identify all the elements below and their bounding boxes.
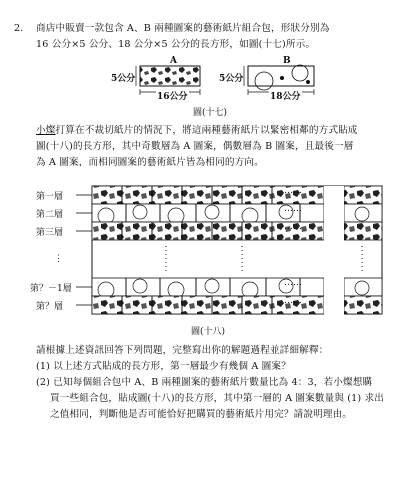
fig18-dots-5: …… — [284, 296, 302, 306]
fig17-caption: 圖(十七) — [193, 108, 228, 118]
name-xiaocan: 小燦 — [36, 125, 56, 136]
fig17-width-a: 16公分 — [156, 89, 189, 102]
row-label-vdots: ⋮ — [54, 254, 63, 264]
fig17-width-b: 18公分 — [269, 89, 302, 102]
question-line-2: 16 公分×5 公分、18 公分×5 公分的長方形，如圖(十七)所示。 — [36, 39, 316, 50]
paragraph-line-2: 圖(十八)的長方形，其中奇數層為 A 圖案，偶數層為 B 圖案，且最後一層 — [36, 141, 354, 152]
fig18-dots-1: …… — [284, 186, 302, 196]
question-line-1: 商店中販賣一款包含 A、B 兩種圖案的藝術紙片組合包，形狀分別為 — [36, 23, 330, 34]
fig18-dots-3: …… — [284, 222, 302, 232]
row-label-3: 第三層 — [36, 228, 64, 238]
question-number: 2. — [14, 23, 24, 34]
fig17-height-a: 5公分 — [111, 74, 136, 84]
row-label-second-last: 第？－1層 — [30, 284, 72, 294]
fig17-height-b: 5公分 — [219, 74, 244, 84]
sub-question-1: (1) 以上述方式貼成的長方形，第一層最少有幾個 A 圖案？ — [36, 361, 291, 372]
fig17-label-a: A — [170, 56, 177, 66]
sub-question-2-line-1: (2) 已知每個組合包中 A、B 兩種圖案的藝術紙片數量比為 4：3，若小燦想購 — [36, 377, 373, 388]
instructions: 請根據上述資訊回答下列問題，完整寫出你的解題過程並詳細解釋： — [36, 345, 329, 356]
fig18-dots-2: …… — [284, 204, 302, 214]
paragraph-line-1 — [36, 124, 358, 138]
sub-question-2-line-3: 之值相同，判斷他是否可能恰好把購買的藝術紙片用完？請說明理由。 — [50, 409, 353, 420]
paragraph-line-1-rest: 打算在不裁切紙片的情況下，將這兩種藝術紙片以緊密相鄰的方式貼成 — [55, 125, 358, 136]
fig17-label-b: B — [283, 56, 291, 66]
row-label-1: 第一層 — [36, 192, 64, 202]
tile-b-sample — [248, 65, 314, 90]
fig18-caption: 圖(十八) — [191, 327, 226, 337]
sub-question-2-line-2: 買一些組合包，貼成圖(十八)的長方形，其中第一層的 A 圖案數量與 (1) 求出 — [50, 393, 385, 404]
tile-a-sample — [140, 66, 200, 86]
fig18-dots-4: …… — [284, 278, 302, 288]
row-label-last: 第？層 — [36, 302, 64, 312]
paragraph-line-3: 為 A 圖案，而相同圖案的藝術紙片皆為相同的方向。 — [36, 157, 264, 168]
fig18-gap — [324, 186, 344, 322]
row-label-2: 第二層 — [36, 210, 64, 220]
